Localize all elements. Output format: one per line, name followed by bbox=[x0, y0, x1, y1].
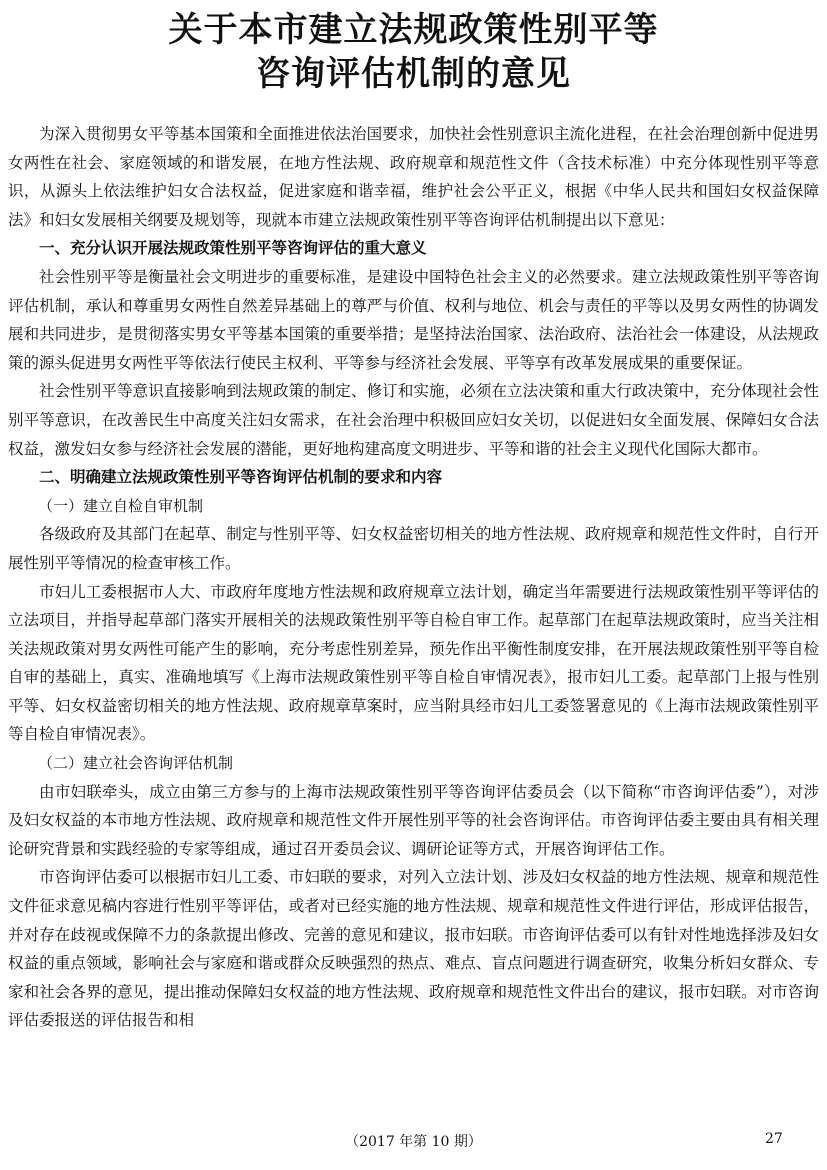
document-title-line-2: 咨询评估机制的意见 bbox=[256, 54, 571, 94]
document-body bbox=[8, 120, 819, 1035]
document-title-line-1: 关于本市建立法规政策性别平等 bbox=[168, 10, 659, 50]
subsection-1-paragraph-2: 市妇儿工委根据市人大、市政府年度地方性法规和政府规章立法计划，确定当年需要进行法规政策性别平等评估的立法项目，并指导起草部门落实开展相关的法规政策性别平等自检自审工作。起草部门在起草法规政策时，应当关注相关法规政策对男女两性可能产生的影响，充分考虑性别差异，预先作出平衡性制度安排，在开展法规政策性别平等自检自审的基础上，真实、准确地填写《上海市法规政策性别平等自检自审情况表》，报市妇儿工委。起草部门上报与性别平等、妇女权益密切相关的地方性法规、政府规章草案时，应当附具经市妇儿工委签署意见的《上海市法规政策性别平等自检自审情况表》。 bbox=[8, 582, 819, 744]
section-1-heading: 一、充分认识开展法规政策性别平等咨询评估的重大意义 bbox=[39, 239, 427, 258]
subsection-1-paragraph-1: 各级政府及其部门在起草、制定与性别平等、妇女权益密切相关的地方性法规、政府规章和规范性文件时，自行开展性别平等情况的检查审核工作。 bbox=[8, 525, 819, 572]
section-1-paragraph-1: 社会性别平等是衡量社会文明进步的重要标准，是建设中国特色社会主义的必然要求。建立法规政策性别平等咨询评估机制，承认和尊重男女两性自然差异基础上的尊严与价值、权利与地位、机会与责任的平等以及男女两性的协调发展和共同进步，是贯彻落实男女平等基本国策的重要举措；是坚持法治国家、法治政府、法治社会一体建设，从法规政策的源头促进男女两性平等依法行使民主权利、平等参与经济社会发展、平等享有改革发展成果的重要保证。 bbox=[8, 267, 819, 372]
subsection-2-paragraph-1: 由市妇联牵头，成立由第三方参与的上海市法规政策性别平等咨询评估委员会（以下简称“市咨询评估委”），对涉及妇女权益的本市地方性法规、政府规章和规范性文件开展性别平等的社会咨询评估。市咨询评估委主要由具有相关理论研究背景和实践经验的专家等组成，通过召开委员会议、调研论证等方式，开展咨询评估工作。 bbox=[8, 782, 819, 858]
page-footer bbox=[0, 1131, 827, 1155]
subsection-2-paragraph-2: 市咨询评估委可以根据市妇儿工委、市妇联的要求，对列入立法计划、涉及妇女权益的地方性法规、规章和规范性文件征求意见稿内容进行性别平等评估，或者对已经实施的地方性法规、规章和规范性文件进行评估，形成评估报告，并对存在歧视或保障不力的条款提出修改、完善的意见和建议，报市妇联。市咨询评估委可以有针对性地选择涉及妇女权益的重点领域，影响社会与家庭和谐或群众反映强烈的热点、难点、盲点问题进行调查研究，收集分析妇女群众、专家和社会各界的意见，提出推动保障妇女权益的地方性法规、政府规章和规范性文件出台的建议，报市妇联。对市咨询评估委报送的评估报告和相 bbox=[8, 868, 819, 1030]
section-2-heading: 二、明确建立法规政策性别平等咨询评估机制的要求和内容 bbox=[39, 468, 443, 487]
page-number: 27 bbox=[765, 1131, 783, 1147]
section-1-paragraph-2: 社会性别平等意识直接影响到法规政策的制定、修订和实施，必须在立法决策和重大行政决策中，充分体现社会性别平等意识，在改善民生中高度关注妇女需求，在社会治理中积极回应妇女关切，以促进妇女全面发展、保障妇女合法权益，激发妇女参与经济社会发展的潜能，更好地构建高度文明进步、平等和谐的社会主义现代化国际大都市。 bbox=[8, 382, 819, 458]
subsection-1-heading: （一）建立自检自审机制 bbox=[38, 496, 204, 515]
intro-paragraph: 为深入贯彻男女平等基本国策和全面推进依法治国要求，加快社会性别意识主流化进程，在社会治理创新中促进男女两性在社会、家庭领域的和谐发展，在地方性法规、政府规章和规范性文件（含技术标准）中充分体现性别平等意识，从源头上依法维护妇女合法权益，促进家庭和谐幸福，维护社会公平正义，根据《中华人民共和国妇女权益保障法》和妇女发展相关纲要及规划等，现就本市建立法规政策性别平等咨询评估机制提出以下意见： bbox=[8, 125, 819, 229]
issue-label: （2017 年第 10 期） bbox=[345, 1134, 482, 1150]
subsection-2-heading: （二）建立社会咨询评估机制 bbox=[38, 754, 234, 773]
